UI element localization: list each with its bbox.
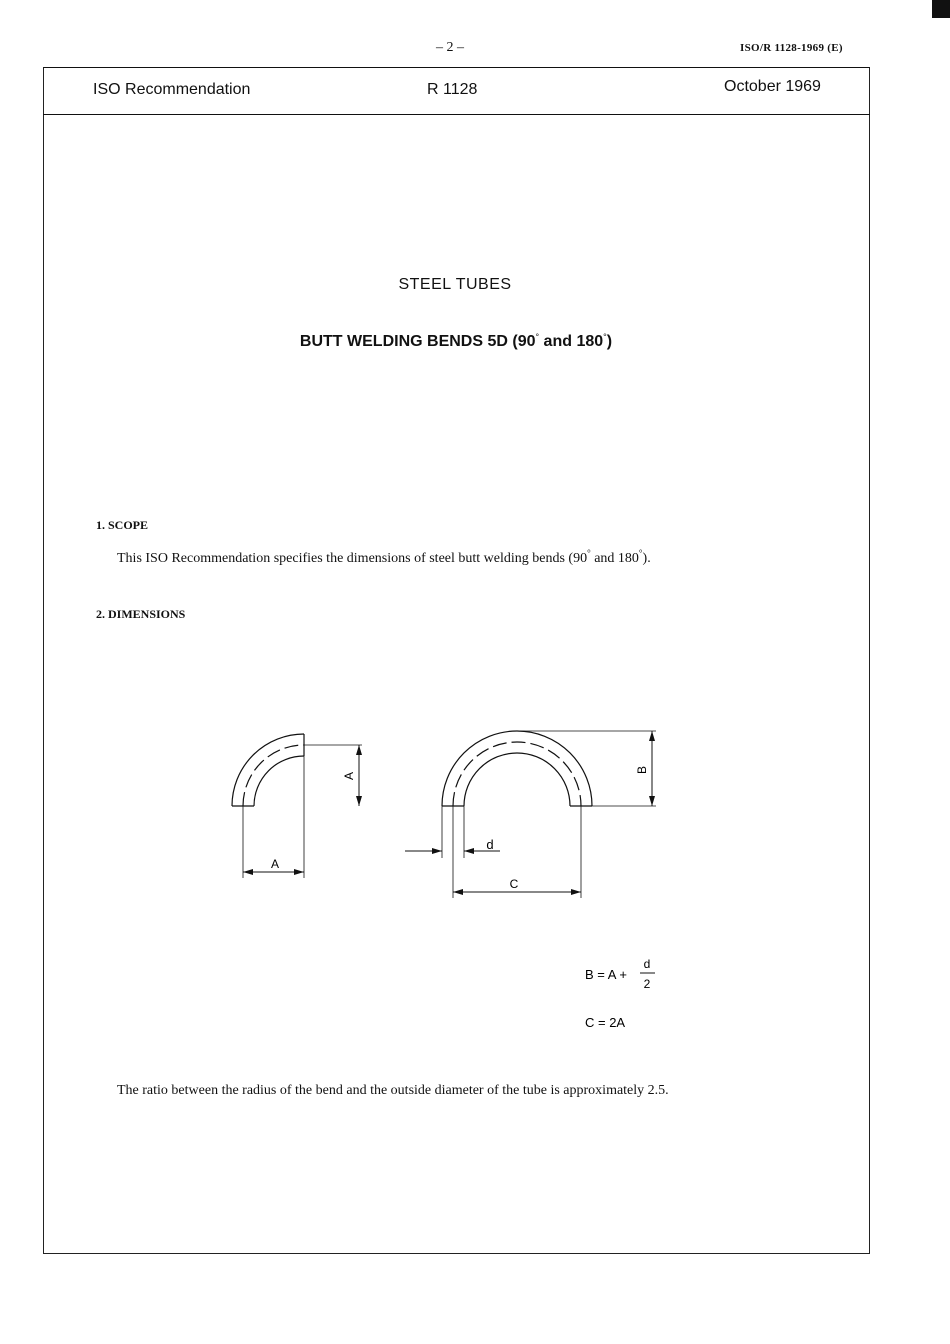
document-reference: ISO/R 1128-1969 (E) (740, 42, 843, 54)
formula-b-denominator: 2 (643, 977, 651, 991)
header-recommendation-number: R 1128 (427, 81, 478, 98)
bend-90-outer-arc (232, 734, 304, 806)
dim-label-b: B (635, 765, 649, 775)
bend-90-inner-arc (254, 756, 304, 806)
formula-b-numerator: d (643, 957, 651, 971)
scope-text: This ISO Recommendation specifies the dimensions of steel butt welding bends (90° and 180°). (117, 548, 651, 566)
dim-label-a-vertical: A (342, 771, 356, 781)
page-number: – 2 – (436, 40, 464, 55)
formula-c: C = 2A (585, 1015, 626, 1030)
title-butt-welding-bends: BUTT WELDING BENDS 5D (90° and 180°) (299, 332, 613, 350)
header-date: October 1969 (724, 78, 821, 95)
formula-b-lhs: B = A + (585, 967, 627, 982)
bend-180-centre-arc (453, 742, 581, 806)
dim-label-c: C (509, 877, 519, 891)
ratio-statement: The ratio between the radius of the bend and the outside diameter of the tube is approximately 2.5. (117, 1083, 669, 1098)
bend-180-inner-arc (464, 753, 570, 806)
section-heading-scope: 1. SCOPE (96, 518, 149, 532)
bend-90-centre-arc (243, 745, 304, 806)
dim-label-a-horizontal: A (270, 857, 280, 871)
title-steel-tubes: STEEL TUBES (398, 276, 512, 293)
section-heading-dimensions: 2. DIMENSIONS (96, 607, 186, 621)
header-iso-recommendation: ISO Recommendation (93, 81, 251, 98)
dim-label-d: d (486, 837, 494, 852)
